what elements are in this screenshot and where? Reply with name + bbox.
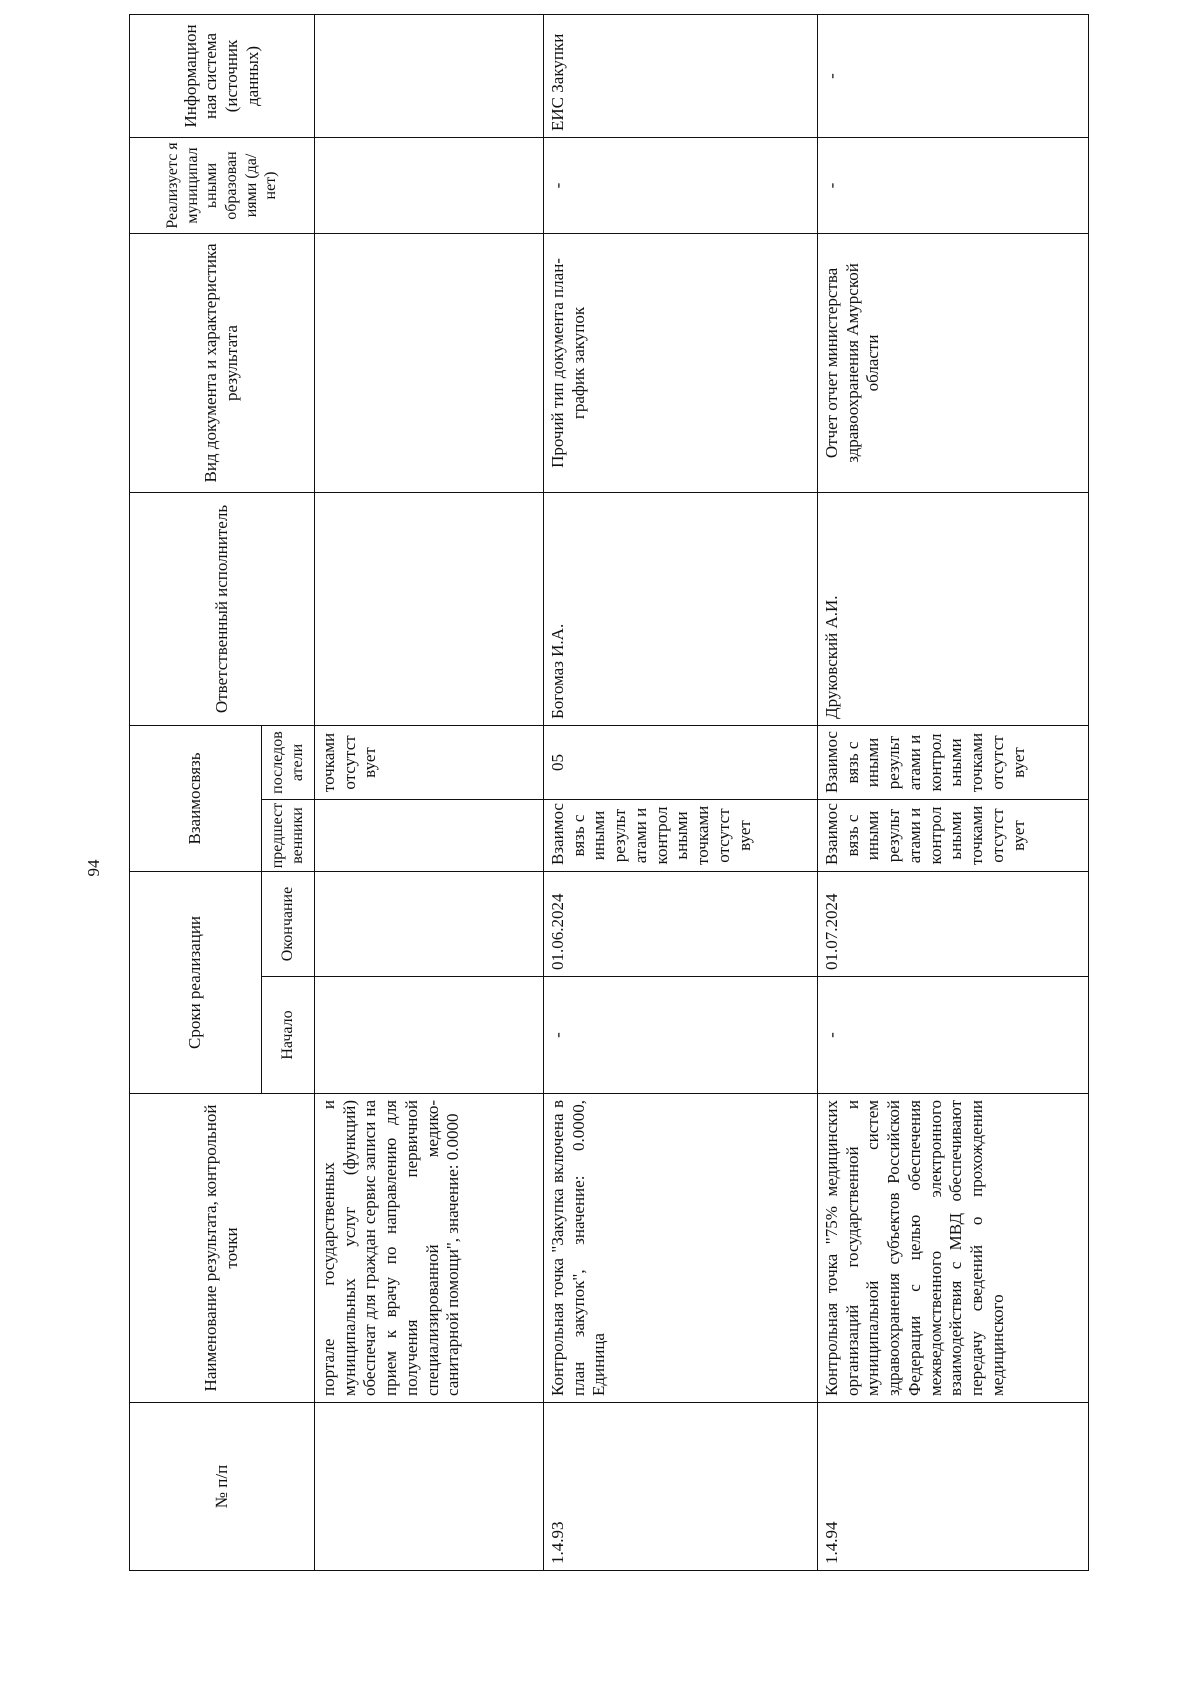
cell-num [315,1403,544,1571]
cell-predecessors [315,800,544,872]
cell-responsible [315,492,544,725]
header-responsible: Ответственный исполнитель [130,492,315,725]
header-link: Взаимосвязь [130,725,262,871]
cell-end [315,872,544,977]
table-row [315,14,544,1570]
cell-end: 01.06.2024 [544,872,818,977]
header-successors: последов атели [262,725,315,799]
cell-start [315,977,544,1094]
header-name: Наименование результата, контрольной точки [130,1094,315,1403]
cell-end: 01.07.2024 [818,872,1089,977]
header-info-system: Информацион ная система (источник данных) [130,14,315,137]
cell-name: портале государственных и муниципальных услуг (функций) обеспечат для граждан сервис записи на прием к врачу по направлению для получения первичной специализированной медико-санитарной помощи", значение: 0.0000 [315,1094,544,1403]
header-row [130,14,262,1570]
header-terms: Сроки реализации [130,872,262,1094]
header-document: Вид документа и характеристика результата [130,233,315,492]
cell-document [315,233,544,492]
cell-name: Контрольная точка "75% медицинских организаций государственной и муниципальной систем здравоохранения субъектов Российской Федерации с целью обеспечения межведомственного электронного взаимодействия с МВД обеспечивают передачу сведений о прохождении медицинского [818,1094,1089,1403]
cell-municipal: - [818,137,1089,233]
cell-successors: 05 [544,725,818,799]
cell-predecessors: Взаимос вязь с иными результ атами и контрол ьными точками отсутст вует [818,800,1089,872]
header-predecessors: предшест венники [262,800,315,872]
header-num: № п/п [130,1403,315,1571]
cell-responsible: Богомаз И.А. [544,492,818,725]
cell-predecessors: Взаимос вязь с иными результ атами и контрол ьными точками отсутст вует [544,800,818,872]
cell-responsible: Друковский А.И. [818,492,1089,725]
page-number: 94 [84,859,103,877]
cell-successors: точками отсутст вует [315,725,544,799]
cell-municipal: - [544,137,818,233]
cell-num: 1.4.93 [544,1403,818,1571]
cell-num: 1.4.94 [818,1403,1089,1571]
cell-municipal [315,137,544,233]
cell-document: Отчет отчет министерства здравоохранения Амурской области [818,233,1089,492]
cell-start: - [818,977,1089,1094]
cell-info-system: - [818,14,1089,137]
cell-document: Прочий тип документа план-график закупок [544,233,818,492]
results-table [129,14,1089,1571]
cell-info-system: ЕИС Закупки [544,14,818,137]
cell-start: - [544,977,818,1094]
header-start: Начало [262,977,315,1094]
table-row [544,14,818,1570]
rotated-table-page [129,15,1088,1571]
header-end: Окончание [262,872,315,977]
header-municipal: Реализуетс я муниципал ьными образован иями (да/нет) [130,137,315,233]
cell-info-system [315,14,544,137]
table-row [818,14,1089,1570]
cell-successors: Взаимос вязь с иными результ атами и контрол ьными точками отсутст вует [818,725,1089,799]
cell-name: Контрольная точка "Закупка включена в план закупок", значение: 0.0000, Единица [544,1094,818,1403]
